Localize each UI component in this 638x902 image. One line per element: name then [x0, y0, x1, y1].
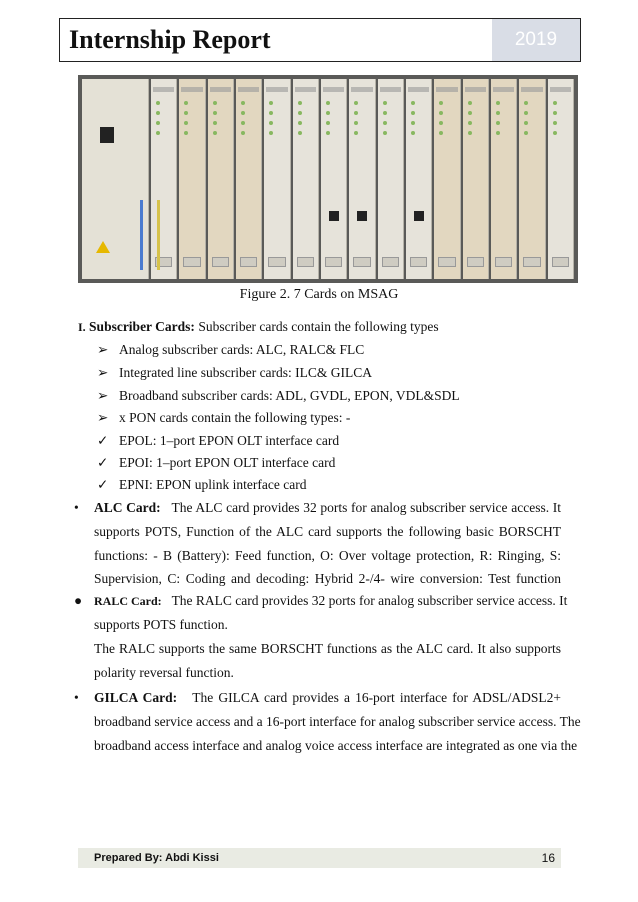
alc-line-1: ALC Card: The ALC card provides 32 ports for analog subscriber service access. It [94, 500, 562, 515]
header-title: Internship Report [69, 25, 271, 54]
section-marker: I. [78, 320, 86, 334]
warning-sign-icon [96, 241, 110, 253]
ralc-line-3: The RALC supports the same BORSCHT functions as the ALC card. It also supports [94, 641, 561, 656]
page-number: 16 [541, 851, 555, 865]
arrow-bullet-icon: ➢ [97, 410, 109, 425]
power-switch [100, 127, 114, 143]
alc-line-2: supports POTS, Function of the ALC card supports the following basic BORSCHT [94, 524, 561, 539]
list-item: ✓ EPNI: EPON uplink interface card [97, 477, 307, 492]
service-card [293, 79, 319, 279]
arrow-bullet-icon: ➢ [97, 342, 109, 357]
section-heading-line [78, 319, 439, 335]
round-bullet-icon: • [74, 690, 79, 705]
service-card [208, 79, 234, 279]
arrow-bullet-icon: ➢ [97, 388, 109, 403]
gilca-line-3: broadband access interface and analog voice access interface are integrated as one via the [94, 738, 578, 753]
figure-caption: Figure 2. 7 Cards on MSAG [239, 287, 399, 302]
checkmark-icon: ✓ [97, 455, 109, 470]
round-bullet-icon: • [74, 500, 79, 515]
gilca-line-2: broadband service access and a 16-port interface for analog subscriber service access. The [94, 714, 581, 729]
power-card [82, 79, 149, 279]
service-card [378, 79, 404, 279]
list-item: ✓ EPOI: 1–port EPON OLT interface card [97, 455, 336, 470]
alc-line-3: functions: - B (Battery): Feed function, O: Over voltage protection, R: Ringing, S: [94, 548, 561, 563]
ralc-line-2: supports POTS function. [94, 617, 228, 632]
gilca-line-1: GILCA Card: The GILCA card provides a 16-port interface for ADSL/ADSL2+ [94, 690, 561, 705]
service-card [236, 79, 262, 279]
section-heading: Subscriber Cards: [89, 319, 195, 334]
service-card [349, 79, 375, 279]
msag-cards-photo [78, 75, 578, 283]
list-item: ➢ Analog subscriber cards: ALC, RALC& FLC [97, 342, 365, 357]
section-intro: Subscriber cards contain the following types [198, 319, 439, 334]
list-item: ✓ EPOL: 1–port EPON OLT interface card [97, 433, 340, 448]
service-card [491, 79, 517, 279]
list-item: ➢ Broadband subscriber cards: ADL, GVDL, EPON, VDL&SDL [97, 388, 460, 403]
list-item: ➢ x PON cards contain the following types: - [97, 410, 351, 425]
round-bullet-icon: ● [74, 593, 83, 608]
service-card [406, 79, 432, 279]
page-footer [78, 848, 561, 868]
alc-line-4: Supervision, C: Coding and decoding: Hybrid 2-/4- wire conversion: Test function [94, 571, 561, 586]
service-card [179, 79, 205, 279]
arrow-bullet-icon: ➢ [97, 365, 109, 380]
service-card [321, 79, 347, 279]
cable-bundle [140, 200, 160, 270]
ralc-line-1: RALC Card: The RALC card provides 32 ports for analog subscriber service access. It [94, 593, 568, 608]
ralc-line-4: polarity reversal function. [94, 665, 234, 680]
header-year: 2019 [492, 19, 580, 61]
checkmark-icon: ✓ [97, 433, 109, 448]
service-card [463, 79, 489, 279]
service-card [264, 79, 290, 279]
page-header [59, 18, 581, 62]
service-card [519, 79, 545, 279]
service-card [548, 79, 574, 279]
service-card [434, 79, 460, 279]
checkmark-icon: ✓ [97, 477, 109, 492]
footer-prepared-by: Prepared By: Abdi Kissi [94, 852, 219, 864]
list-item: ➢ Integrated line subscriber cards: ILC& GILCA [97, 365, 373, 380]
